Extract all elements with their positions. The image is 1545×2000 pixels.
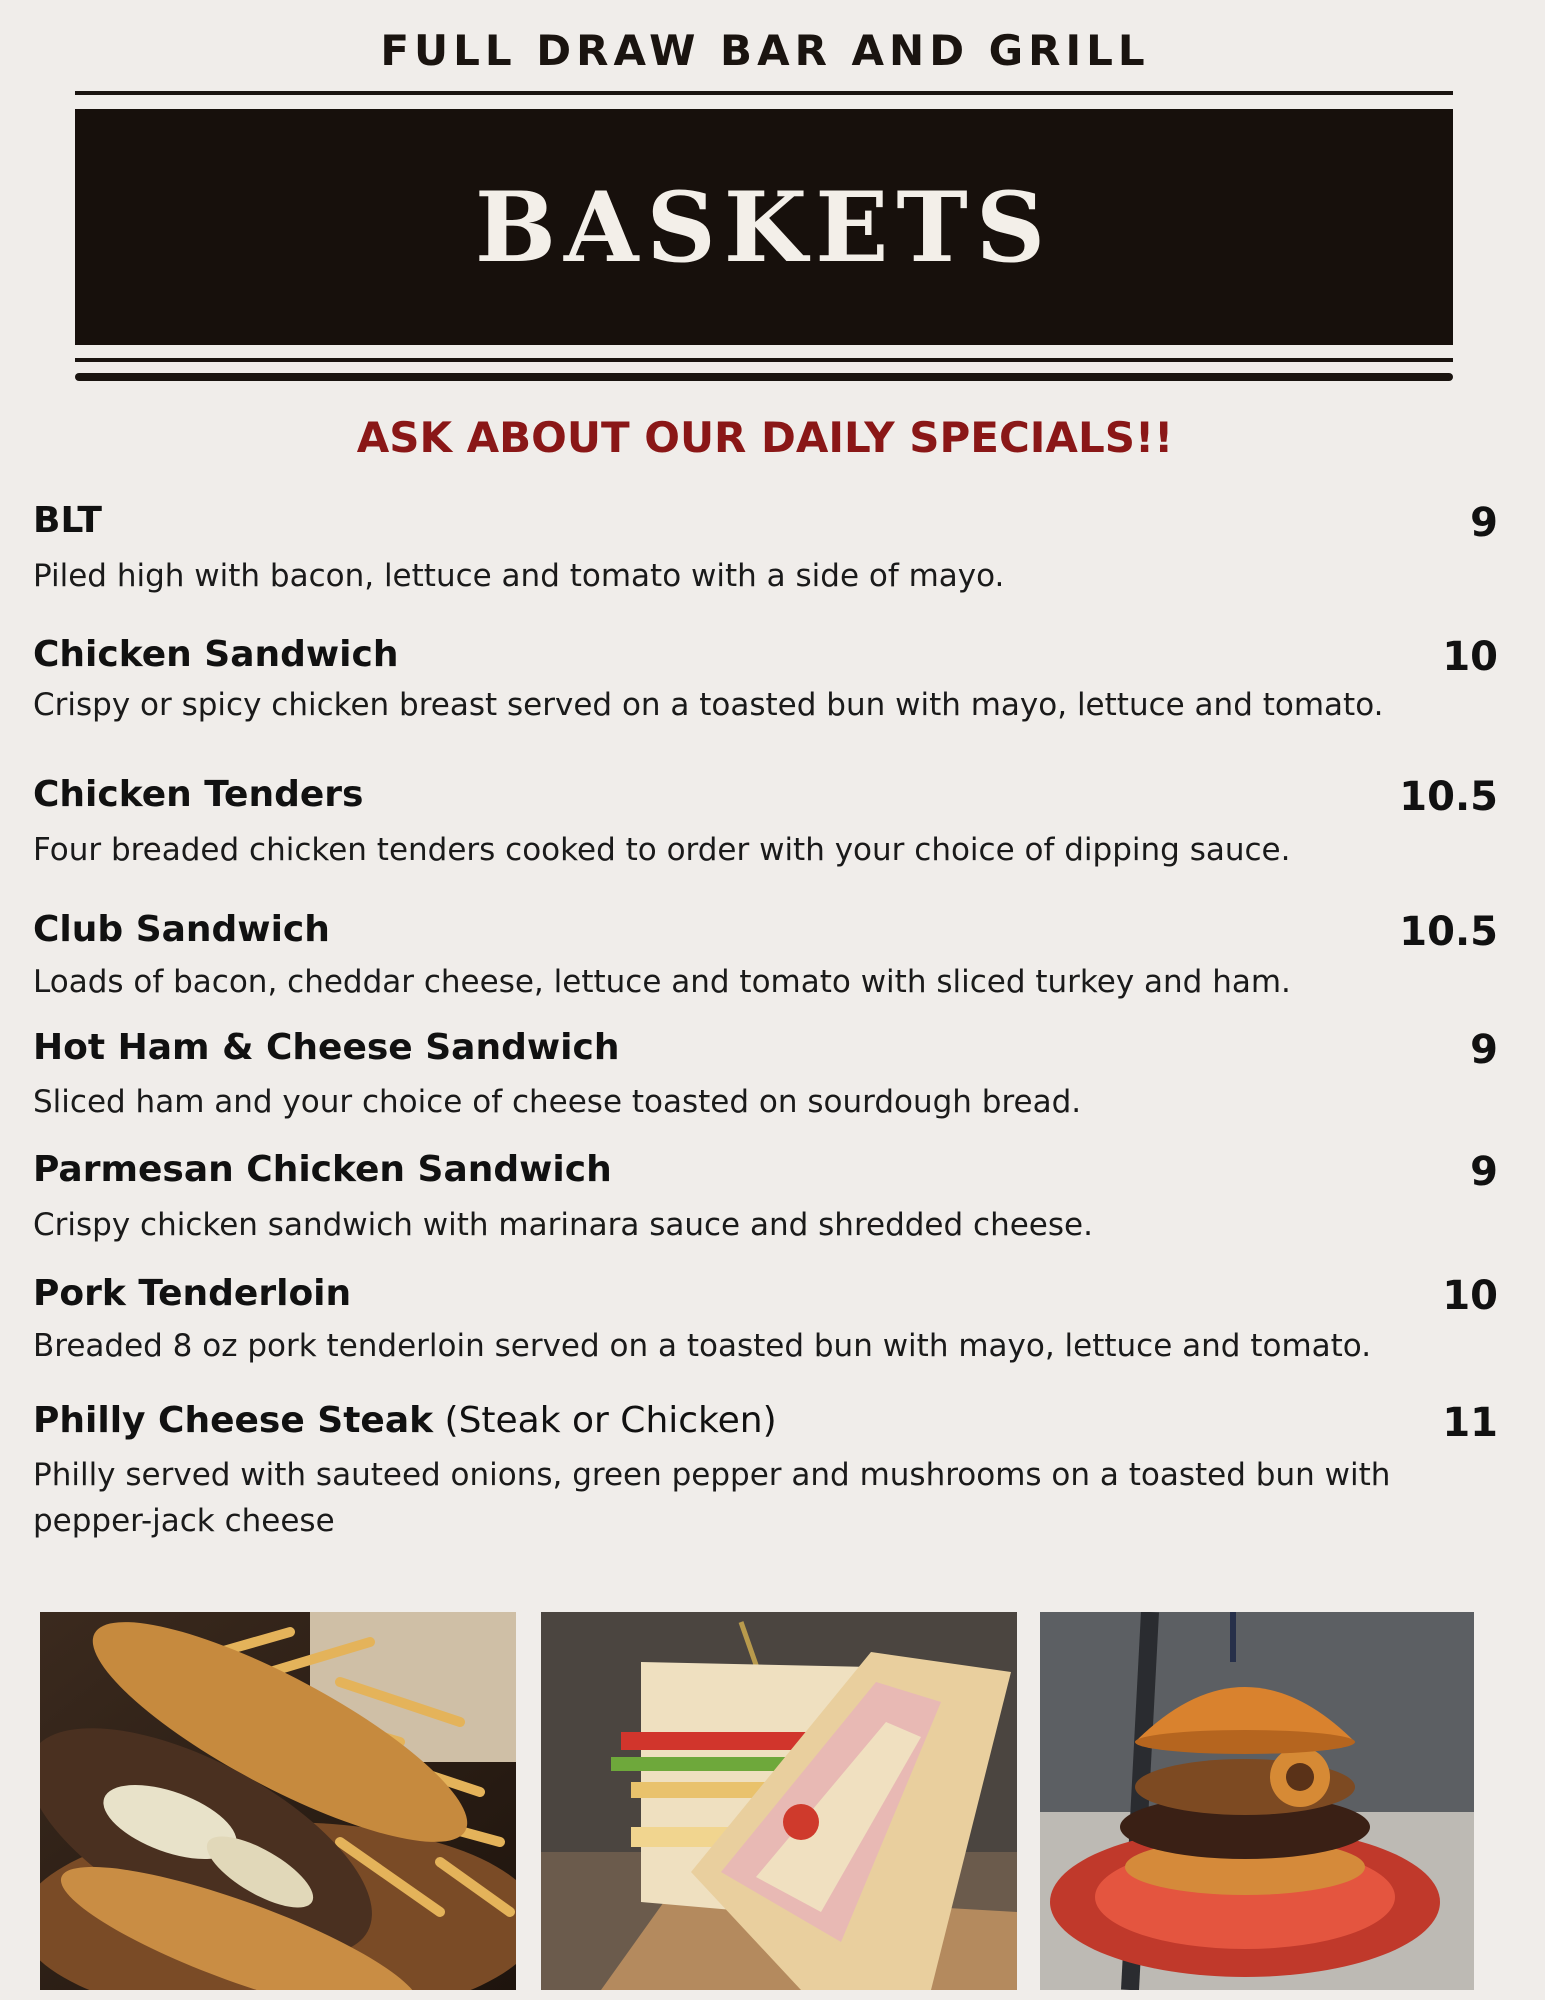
item-name: Pork Tenderloin [33, 1273, 352, 1314]
top-rule [75, 91, 1453, 95]
item-price: 11 [1442, 1400, 1498, 1446]
daily-specials-notice: ASK ABOUT OUR DAILY SPECIALS!! [356, 413, 1174, 462]
burger-photo [1040, 1612, 1474, 1990]
item-name: Chicken Sandwich [33, 634, 399, 675]
item-description: Breaded 8 oz pork tenderloin served on a toasted bun with mayo, lettuce and tomato. [33, 1328, 1372, 1364]
restaurant-name: FULL DRAW BAR AND GRILL [380, 26, 1150, 75]
item-description: Philly served with sauteed onions, green pepper and mushrooms on a toasted bun with pepper-jack cheese [33, 1457, 1391, 1539]
item-description: Piled high with bacon, lettuce and tomato with a side of mayo. [33, 558, 1005, 594]
bottom-rule-thick [75, 373, 1453, 381]
item-description: Four breaded chicken tenders cooked to order with your choice of dipping sauce. [33, 832, 1291, 868]
item-name: Chicken Tenders [33, 774, 364, 815]
item-price: 9 [1470, 500, 1498, 546]
item-price: 9 [1470, 1149, 1498, 1195]
item-name: BLT [33, 500, 102, 541]
section-title: BASKETS [474, 170, 1054, 284]
item-price: 10.5 [1399, 909, 1498, 955]
item-description: Crispy or spicy chicken breast served on a toasted bun with mayo, lettuce and tomato. [33, 687, 1384, 723]
item-price: 10 [1442, 634, 1498, 680]
section-banner [75, 109, 1453, 345]
bottom-rule-thin [75, 358, 1453, 362]
item-price: 10.5 [1399, 774, 1498, 820]
philly-cheese-steak-photo [40, 1612, 516, 1990]
item-name: Philly Cheese Steak (Steak or Chicken) [33, 1400, 777, 1441]
item-price: 10 [1442, 1273, 1498, 1319]
item-price: 9 [1470, 1027, 1498, 1073]
item-description: Loads of bacon, cheddar cheese, lettuce and tomato with sliced turkey and ham. [33, 964, 1291, 1000]
club-sandwich-photo [541, 1612, 1017, 1990]
item-description: Sliced ham and your choice of cheese toasted on sourdough bread. [33, 1084, 1082, 1120]
item-note: (Steak or Chicken) [433, 1400, 777, 1441]
item-name: Parmesan Chicken Sandwich [33, 1149, 612, 1190]
item-description: Crispy chicken sandwich with marinara sauce and shredded cheese. [33, 1207, 1093, 1243]
item-name: Hot Ham & Cheese Sandwich [33, 1027, 620, 1068]
item-name: Club Sandwich [33, 909, 330, 950]
